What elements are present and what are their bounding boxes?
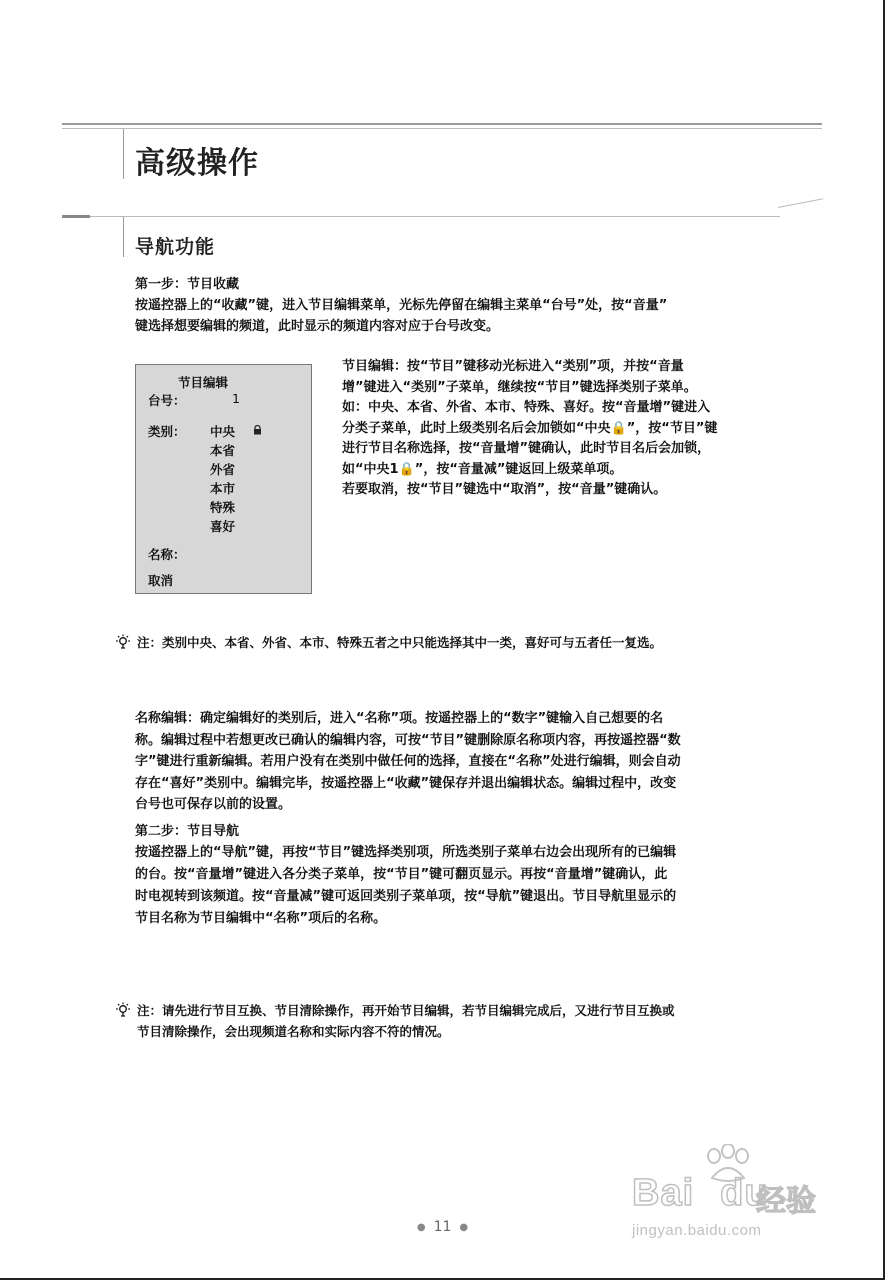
edit-description-line: 节目编辑：按“节目”键移动光标进入“类别”项，并按“音量 <box>342 359 684 374</box>
bulb-icon <box>115 634 131 650</box>
bulb-icon <box>115 1002 131 1018</box>
step1-line: 按遥控器上的“收藏”键，进入节目编辑菜单，光标先停留在编辑主菜单“台号”处，按“音量” <box>135 298 668 313</box>
lock-icon <box>253 425 262 435</box>
step1-title: 第一步：节目收藏 <box>135 277 240 292</box>
header-vertical-rule <box>123 129 124 179</box>
section-vertical-rule <box>123 217 124 257</box>
edit-description-line: 如：中央、本省、外省、本市、特殊、喜好。按“音量增”键进入 <box>342 400 711 415</box>
watermark-url: jingyan.baidu.com <box>632 1222 762 1239</box>
name-edit-line: 名称编辑：确定编辑好的类别后，进入“名称”项。按遥控器上的“数字”键输入自己想要的名 <box>135 711 664 726</box>
menu-category-label: 类别： <box>148 424 186 439</box>
name-edit-line: 称。编辑过程中若想更改已确认的编辑内容，可按“节目”键删除原名称项内容，再按遥控器“数 <box>135 732 681 748</box>
menu-category-item: 本市 <box>210 481 236 496</box>
menu-name-label: 名称： <box>148 547 186 562</box>
page-number <box>0 1219 885 1235</box>
page-number-dot: ● <box>459 1221 469 1233</box>
tip-text-line: 节目清除操作，会出现频道名称和实际内容不符的情况。 <box>137 1024 450 1039</box>
program-edit-menu <box>135 364 312 594</box>
header-rule-thin <box>62 128 822 129</box>
menu-category-item: 本省 <box>210 443 236 458</box>
name-edit-line: 存在“喜好”类别中。编辑完毕，按遥控器上“收藏”键保存并退出编辑状态。编辑过程中，改变 <box>135 775 677 791</box>
edit-description-line: 进行节目名称选择，按“音量增”键确认，此时节目名后会加锁， <box>342 441 711 456</box>
step2-line: 时电视转到该频道。按“音量减”键可返回类别子菜单项，按“导航”键退出。节目导航里显示的 <box>135 889 677 904</box>
page-title: 高级操作 <box>135 146 259 181</box>
page-number-dot: ● <box>416 1221 426 1233</box>
menu-category-item: 特殊 <box>210 500 236 515</box>
edit-description-line: 分类子菜单，此时上级类别名后会加锁如“中央🔒”，按“节目”键 <box>342 420 718 436</box>
edit-description <box>342 357 817 501</box>
watermark-brand-head: Bai <box>632 1172 695 1214</box>
menu-channel-value: 1 <box>232 391 240 406</box>
tip-text-line: 注：请先进行节目互换、节目清除操作，再开始节目编辑，若节目编辑完成后，又进行节目互换或 <box>137 1003 675 1018</box>
step2-text <box>135 842 815 930</box>
section-title: 导航功能 <box>135 236 216 258</box>
edit-description-line: 如“中央1🔒”，按“音量减”键返回上级菜单项。 <box>342 461 623 477</box>
edit-description-line: 增”键进入“类别”子菜单，继续按“节目”键选择类别子菜单。 <box>342 379 697 395</box>
menu-title: 节目编辑 <box>178 375 229 390</box>
name-edit-line: 字”键进行重新编辑。若用户没有在类别中做任何的选择，直接在“名称”处进行编辑，则会自动 <box>135 754 681 769</box>
tip-text: 注：类别中央、本省、外省、本市、特殊五者之中只能选择其中一类，喜好可与五者任一复选。 <box>137 635 663 650</box>
menu-category-item: 喜好 <box>210 519 236 534</box>
step2-line: 按遥控器上的“导航”键，再按“节目”键选择类别项，所选类别子菜单右边会出现所有的已编辑 <box>135 845 677 860</box>
section-rule <box>90 216 780 217</box>
menu-category-item: 外省 <box>210 462 236 477</box>
watermark-cn: 经验 <box>756 1184 816 1219</box>
name-edit-line: 台号也可保存以前的设置。 <box>135 797 292 812</box>
menu-cancel-label: 取消 <box>148 573 174 588</box>
page-number-value: 11 <box>433 1219 452 1235</box>
step2-title: 第二步：节目导航 <box>135 824 240 839</box>
watermark-brand <box>632 1172 769 1215</box>
watermark-brand-tail: du <box>720 1172 769 1214</box>
step2-line: 的台。按“音量增”键进入各分类子菜单，按“节目”键可翻页显示。再按“音量增”键确认，此 <box>135 867 668 882</box>
step1-line: 键选择想要编辑的频道，此时显示的频道内容对应于台号改变。 <box>135 319 500 334</box>
name-edit-text <box>135 708 815 816</box>
step1-text <box>135 295 815 337</box>
header-rule <box>62 123 822 125</box>
step2-line: 节目名称为节目编辑中“名称”项后的名称。 <box>135 911 387 926</box>
edit-description-line: 若要取消，按“节目”键选中“取消”，按“音量”键确认。 <box>342 482 667 497</box>
menu-category-item: 中央 <box>210 424 236 439</box>
menu-channel-label: 台号： <box>148 393 186 408</box>
section-rule-accent <box>62 215 90 218</box>
